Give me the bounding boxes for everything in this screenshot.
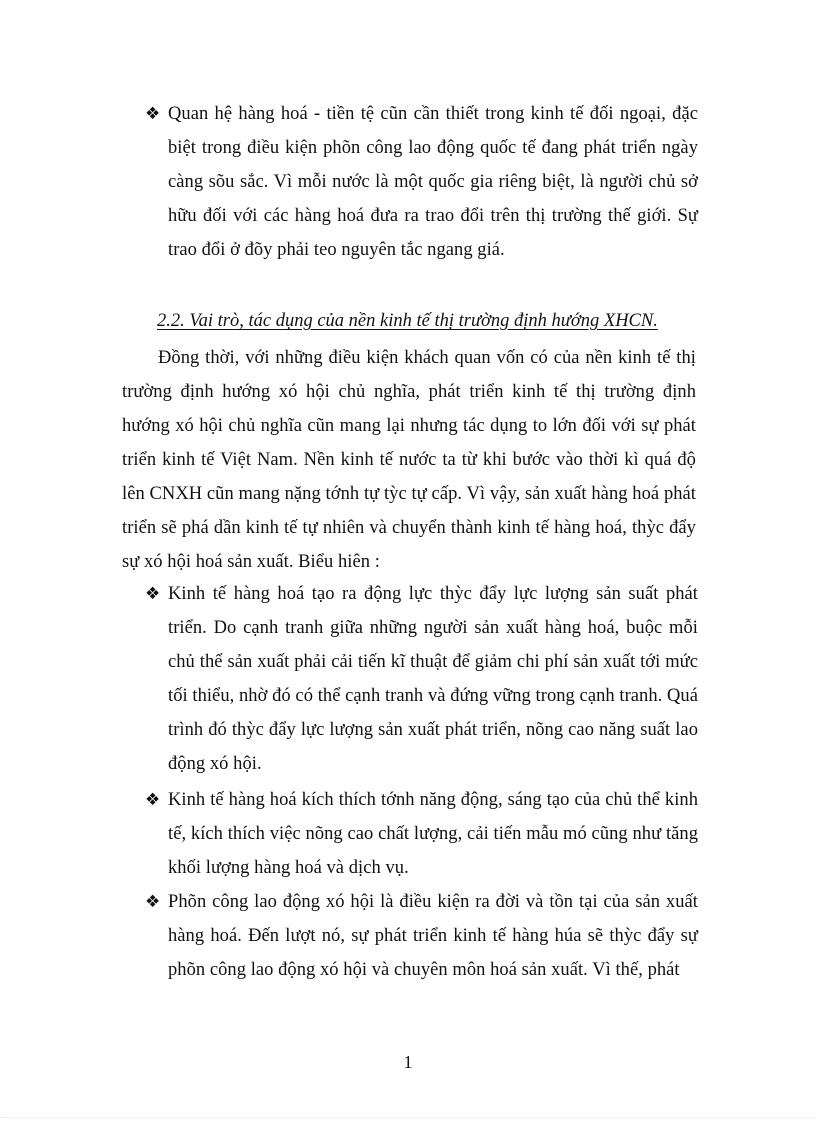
bullet-text: Kinh tế hàng hoá kích thích tớnh năng động, sáng tạo của chủ thể kinh tế, kích thích việc nõng cao chất lượng, cải tiến mẫu mó cũng như tăng khối lượng hàng hoá và dịch vụ. [168,790,698,878]
diamond-bullet-icon: ❖ [145,892,161,912]
bullet-text: Quan hệ hàng hoá - tiền tệ cũn cần thiết trong kinh tế đối ngoại, đặc biệt trong điều kiện phõn công lao động quốc tế đang phát triển ngày càng sõu sắc. Vì mỗi nước là một quốc gia riêng biệt, là người chủ sở hữu đối với các hàng hoá đưa ra trao đổi trên thị trường thế giới. Sự trao đổi ở đõy phải teo nguyên tắc ngang giá. [168,104,698,260]
bullet-text: Kinh tế hàng hoá tạo ra động lực thỳc đẩy lực lượng sản suất phát triển. Do cạnh tranh giữa những người sản xuất hàng hoá, buộc mỗi chủ thể sản xuất phải cải tiến kĩ thuật để giảm chi phí sản xuất tới mức tối thiểu, nhờ đó có thể cạnh tranh và đứng vững trong cạnh tranh. Quá trình đó thỳc đẩy lực lượng sản xuất phát triển, nõng cao năng suất lao động xó hội. [168,584,698,774]
bullet-item [145,577,698,781]
page-divider [0,1117,816,1118]
body-paragraph: Đồng thời, với những điều kiện khách quan vốn có của nền kinh tế thị trường định hướng xó hội chủ nghĩa, phát triển kinh tế thị trường định hướng xó hội chủ nghĩa cũn mang lại nhưng tác dụng to lớn đối với sự phát triển kinh tế Việt Nam. Nền kinh tế nước ta từ khi bước vào thời kì quá độ lên CNXH cũn mang nặng tớnh tự tỳc tự cấp. Vì vậy, sản xuất hàng hoá phát triển sẽ phá dần kinh tế tự nhiên và chuyển thành kinh tế hàng hoá, thỳc đẩy sự xó hội hoá sản xuất. Biểu hiên : [122,348,696,572]
bullet-item [145,885,698,987]
diamond-bullet-icon: ❖ [145,790,161,810]
diamond-bullet-icon: ❖ [145,584,161,604]
bullet-item [145,783,698,885]
bullet-item [145,97,698,267]
page-number: 1 [403,1052,413,1072]
diamond-bullet-icon: ❖ [145,104,161,124]
section-heading: 2.2. Vai trò, tác dụng của nền kinh tế thị trường định hướng XHCN. [157,311,658,331]
bullet-text: Phõn công lao động xó hội là điều kiện ra đời và tồn tại của sản xuất hàng hoá. Đến lượt nó, sự phát triển kinh tế hàng húa sẽ thỳc đẩy sự phõn công lao động xó hội và chuyên môn hoá sản xuất. Vì thế, phát [168,892,698,980]
